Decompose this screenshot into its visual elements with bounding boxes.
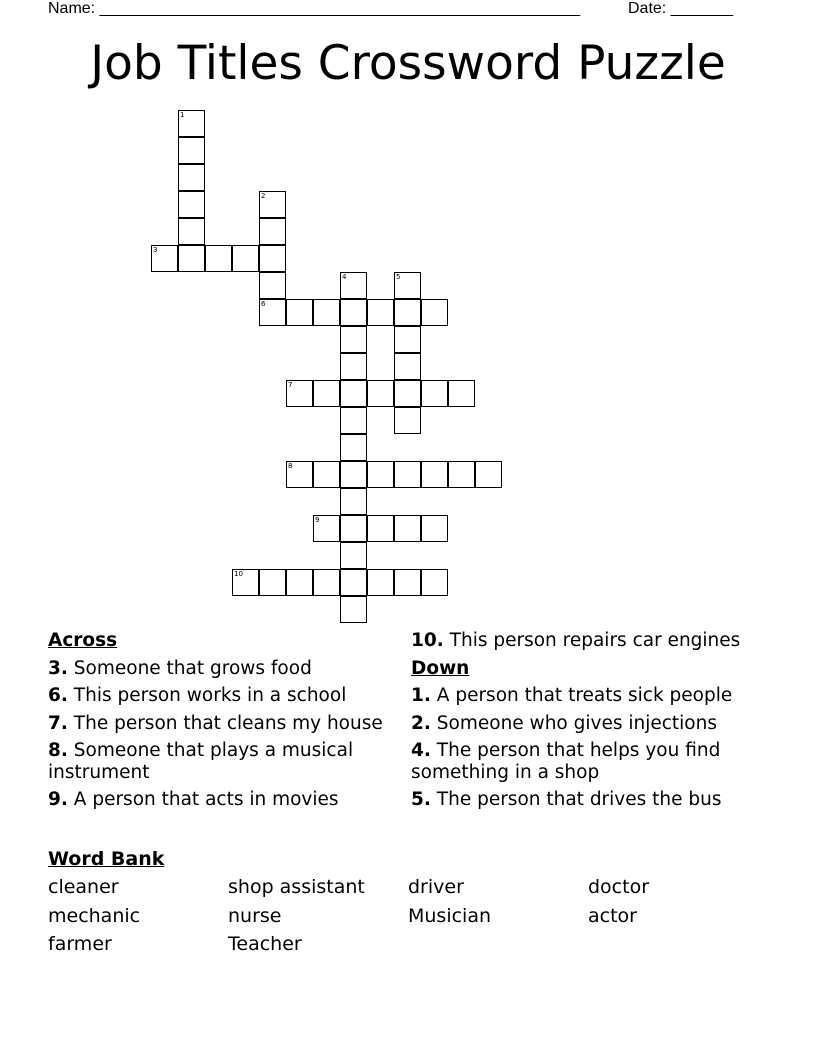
grid-cell[interactable] — [394, 326, 421, 353]
grid-cell[interactable] — [178, 110, 205, 137]
word-bank-word: cleaner — [48, 876, 119, 898]
clue-number-label: 5 — [396, 273, 401, 281]
grid-cell[interactable] — [340, 461, 367, 488]
grid-cell[interactable] — [394, 353, 421, 380]
clue-number-label: 6 — [261, 300, 266, 308]
grid-cell[interactable] — [394, 515, 421, 542]
grid-cell[interactable] — [340, 596, 367, 623]
grid-cell[interactable] — [367, 569, 394, 596]
clue-number: 2. — [411, 712, 431, 734]
grid-cell[interactable] — [367, 380, 394, 407]
down-clue — [411, 740, 781, 783]
clue-number-label: 3 — [153, 246, 158, 254]
clue-number-label: 1 — [180, 111, 185, 119]
grid-cell[interactable] — [259, 245, 286, 272]
clue-number: 9. — [48, 789, 68, 810]
across-clue — [48, 789, 388, 811]
across-clue — [48, 658, 388, 680]
grid-cell[interactable] — [178, 137, 205, 164]
grid-cell[interactable] — [367, 299, 394, 326]
clue-number: 4. — [411, 740, 431, 761]
word-bank-word: farmer — [48, 933, 112, 955]
grid-cell[interactable] — [313, 461, 340, 488]
grid-cell[interactable] — [421, 515, 448, 542]
grid-cell[interactable] — [367, 515, 394, 542]
clue-number-label: 10 — [234, 570, 243, 578]
grid-cell[interactable] — [313, 380, 340, 407]
clue-text: Someone that plays a musical instrument — [48, 740, 354, 783]
grid-cell[interactable] — [367, 461, 394, 488]
clue-text: A person that acts in movies — [67, 789, 339, 810]
word-bank-word: Musician — [408, 904, 492, 927]
grid-cell[interactable] — [313, 515, 340, 542]
down-clue — [411, 789, 781, 811]
clue-text: Someone who gives injections — [430, 712, 717, 734]
clue-text: Someone that grows food — [67, 657, 312, 679]
grid-cell[interactable] — [340, 353, 367, 380]
clues-left-column — [48, 630, 388, 817]
clue-number-label: 7 — [288, 381, 293, 389]
grid-cell[interactable] — [259, 569, 286, 596]
clue-number-label: 2 — [261, 192, 266, 200]
grid-cell[interactable] — [340, 326, 367, 353]
clue-text: This person works in a school — [67, 685, 347, 706]
grid-cell[interactable] — [205, 245, 232, 272]
across-clue — [48, 685, 388, 707]
grid-cell[interactable] — [259, 218, 286, 245]
grid-cell[interactable] — [340, 488, 367, 515]
grid-cell[interactable] — [394, 461, 421, 488]
clue-text: The person that cleans my house — [67, 712, 383, 734]
grid-cell[interactable] — [340, 272, 367, 299]
grid-cell[interactable] — [178, 218, 205, 245]
grid-cell[interactable] — [340, 569, 367, 596]
grid-cell[interactable] — [259, 299, 286, 326]
grid-cell[interactable] — [340, 407, 367, 434]
grid-cell[interactable] — [286, 569, 313, 596]
word-bank — [48, 847, 768, 959]
grid-cell[interactable] — [340, 434, 367, 461]
grid-cell[interactable] — [286, 380, 313, 407]
grid-cell[interactable] — [286, 461, 313, 488]
word-bank-word: actor — [588, 904, 637, 927]
across-clue — [48, 740, 388, 783]
grid-cell[interactable] — [421, 569, 448, 596]
across-clue — [48, 713, 388, 735]
clue-number-label: 9 — [315, 516, 320, 524]
grid-cell[interactable] — [232, 569, 259, 596]
grid-cell[interactable] — [151, 245, 178, 272]
grid-cell[interactable] — [475, 461, 502, 488]
grid-cell[interactable] — [340, 299, 367, 326]
clue-number: 3. — [48, 657, 68, 679]
grid-cell[interactable] — [340, 380, 367, 407]
clue-number: 7. — [48, 712, 68, 734]
grid-cell[interactable] — [286, 299, 313, 326]
clue-number-label: 8 — [288, 462, 293, 470]
clue-text: The person that drives the bus — [430, 789, 722, 810]
grid-cell[interactable] — [394, 272, 421, 299]
across-clue — [411, 630, 781, 652]
grid-cell[interactable] — [394, 407, 421, 434]
grid-cell[interactable] — [259, 272, 286, 299]
clue-number: 1. — [411, 685, 431, 706]
date-field-label: Date: _______ — [628, 0, 733, 17]
word-bank-heading: Word Bank — [48, 848, 165, 870]
word-bank-word: shop assistant — [228, 876, 365, 898]
grid-cell[interactable] — [313, 569, 340, 596]
word-bank-word: driver — [408, 876, 464, 898]
grid-cell[interactable] — [421, 461, 448, 488]
clue-number: 6. — [48, 685, 68, 706]
page-title: Job Titles Crossword Puzzle — [90, 36, 726, 91]
grid-cell[interactable] — [313, 299, 340, 326]
grid-cell[interactable] — [340, 542, 367, 569]
name-field-label: Name: ______________________________________________________ — [48, 0, 581, 17]
grid-cell[interactable] — [421, 380, 448, 407]
grid-cell[interactable] — [232, 245, 259, 272]
word-bank-word: mechanic — [48, 904, 141, 927]
grid-cell[interactable] — [394, 380, 421, 407]
grid-cell[interactable] — [448, 461, 475, 488]
word-bank-word: Teacher — [228, 933, 302, 955]
grid-cell[interactable] — [259, 191, 286, 218]
grid-cell[interactable] — [394, 299, 421, 326]
grid-cell[interactable] — [394, 569, 421, 596]
grid-cell[interactable] — [448, 380, 475, 407]
down-clue — [411, 685, 781, 707]
clue-text: This person repairs car engines — [443, 630, 741, 651]
grid-cell[interactable] — [421, 299, 448, 326]
down-heading: Down — [411, 657, 470, 679]
grid-cell[interactable] — [340, 515, 367, 542]
word-bank-word: doctor — [588, 876, 650, 898]
clue-number-label: 4 — [342, 273, 347, 281]
clue-text: The person that helps you find something in a shop — [411, 740, 721, 783]
down-clue — [411, 713, 781, 735]
clue-text: A person that treats sick people — [430, 685, 733, 706]
clue-number: 8. — [48, 740, 68, 761]
grid-cell[interactable] — [178, 164, 205, 191]
word-bank-word: nurse — [228, 904, 282, 927]
word-bank-list — [48, 873, 768, 959]
across-heading: Across — [48, 630, 118, 651]
grid-cell[interactable] — [178, 191, 205, 218]
clue-number: 5. — [411, 789, 431, 810]
clue-number: 10. — [411, 630, 444, 651]
clues-right-column — [411, 630, 781, 817]
grid-cell[interactable] — [178, 245, 205, 272]
